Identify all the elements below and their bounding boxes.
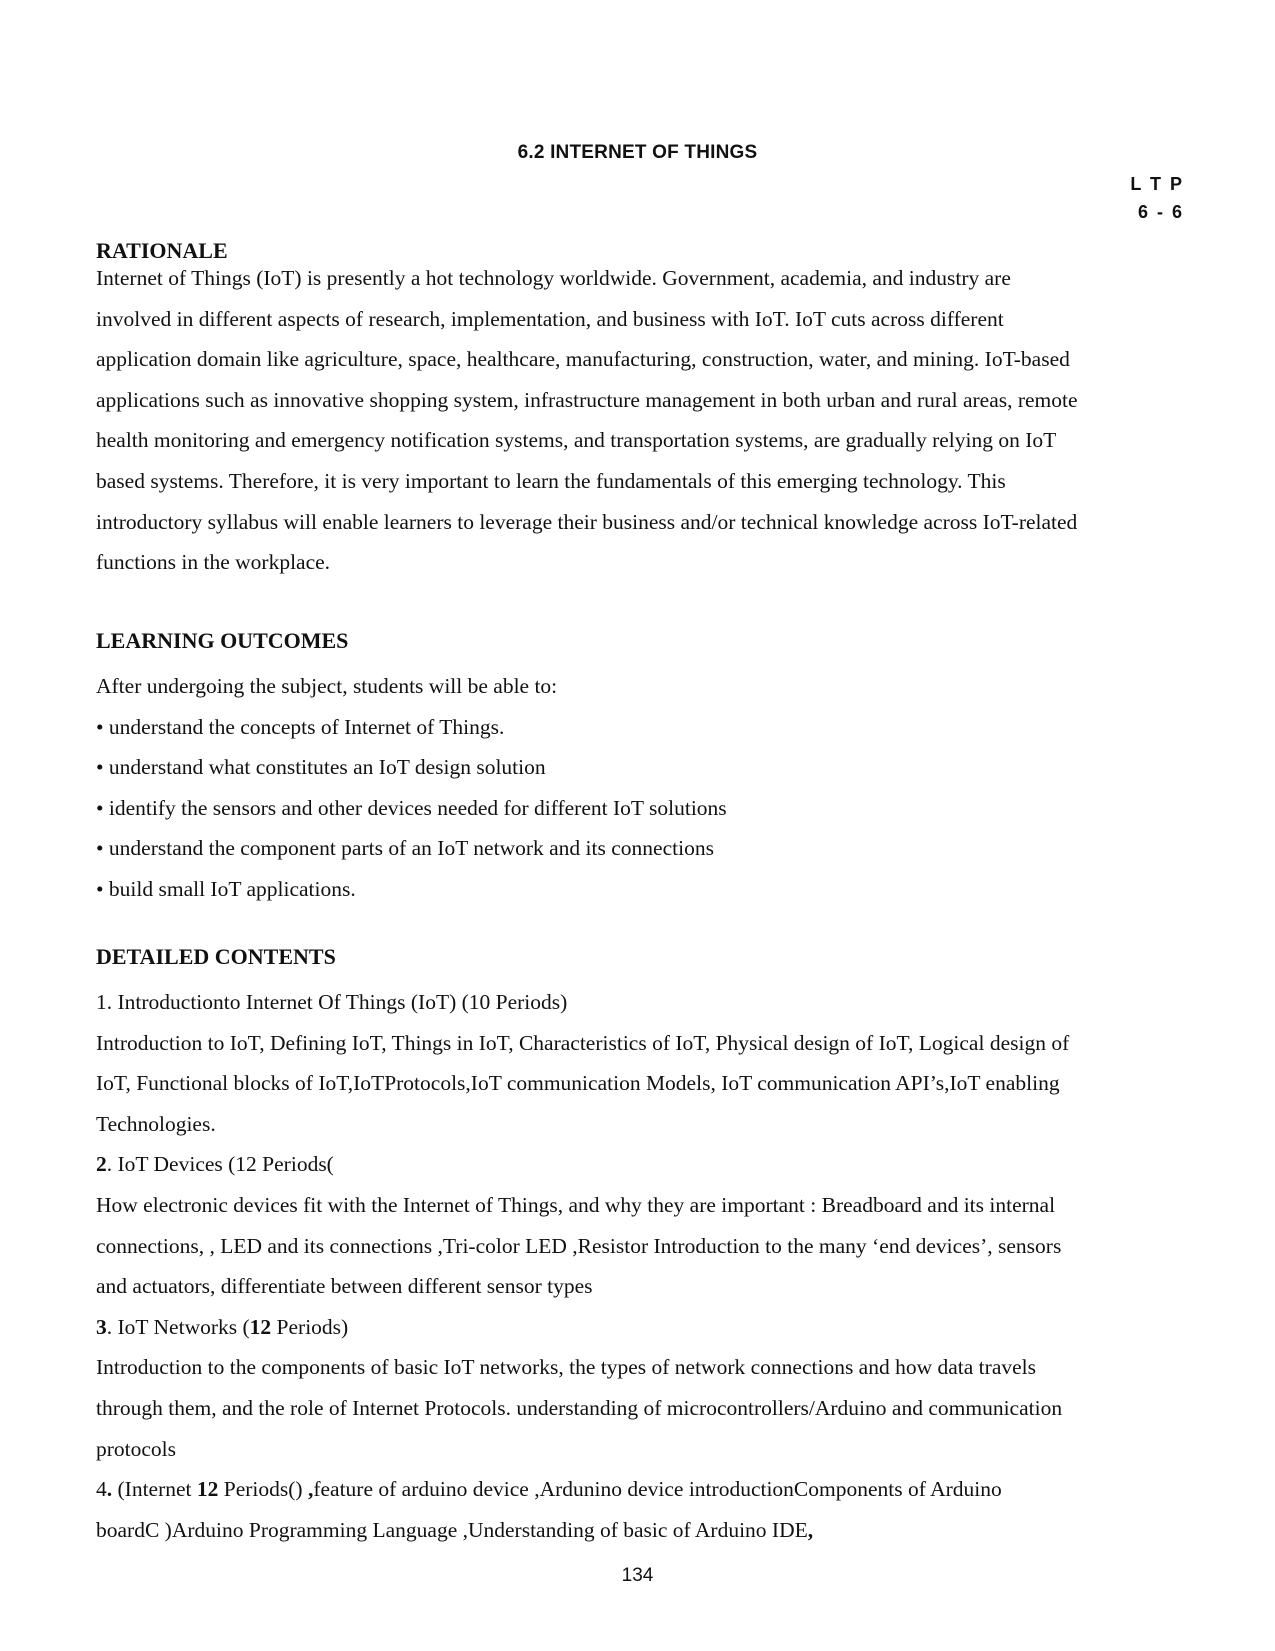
rationale-line: involved in different aspects of research, implementation, and business with IoT. IoT cuts across different [96, 306, 1004, 331]
rationale-line: introductory syllabus will enable learners to leverage their business and/or technical knowledge across IoT-related [96, 509, 1078, 534]
section-title-bold: 12 [249, 1314, 272, 1339]
section-title-text: . Introductionto Internet Of Things (IoT) (10 Periods) [106, 990, 568, 1014]
section-title-3 [96, 1307, 1196, 1348]
section-text-bold: , [807, 1517, 814, 1542]
section-text-bold: , [307, 1477, 314, 1502]
learning-outcomes-intro: After undergoing the subject, students will be able to: [96, 674, 558, 698]
section-number: 3 [96, 1314, 107, 1339]
section-line: How electronic devices fit with the Internet of Things, and why they are important : Breadboard and its internal [96, 1192, 1056, 1217]
section-line: IoT, Functional blocks of IoT,IoTProtocols,IoT communication Models, IoT communication API’s,IoT enabling [96, 1071, 1060, 1096]
list-item: • understand the component parts of an IoT network and its connections [96, 836, 714, 861]
section-title-2 [96, 1144, 1196, 1185]
list-item: • understand what constitutes an IoT design solution [96, 755, 546, 780]
ltp-header: L T P [1130, 174, 1184, 194]
section-number: 4 [96, 1477, 107, 1502]
section-line: and actuators, differentiate between different sensor types [96, 1274, 593, 1299]
rationale-line: Internet of Things (IoT) is presently a hot technology worldwide. Government, academia, and industry are [96, 266, 1011, 290]
section-text: boardC )Arduino Programming Language ,Understanding of basic of Arduino IDE [96, 1517, 808, 1542]
rationale-line: health monitoring and emergency notification systems, and transportation systems, are gradually relying on IoT [96, 428, 1057, 453]
rationale-line: functions in the workplace. [96, 550, 331, 575]
section-number-dot: . [106, 1477, 113, 1502]
learning-outcomes-heading: LEARNING OUTCOMES [96, 628, 349, 653]
document-title: 6.2 INTERNET OF THINGS [517, 142, 758, 163]
section-line: protocols [96, 1436, 177, 1461]
rationale-paragraph [96, 258, 1196, 583]
section-title-text: . IoT Networks ( [106, 1314, 250, 1339]
section-line: connections, , LED and its connections ,Tri-color LED ,Resistor Introduction to the many ‘end devices’, sensors [96, 1233, 1062, 1258]
section-line: through them, and the role of Internet Protocols. understanding of microcontrollers/Arduino and communication [96, 1395, 1063, 1420]
section-line: Technologies. [96, 1111, 216, 1136]
section-title-1 [96, 982, 1196, 1023]
section-title-4 [96, 1469, 1196, 1510]
section-text-bold: 12 [196, 1477, 219, 1502]
rationale-line: based systems. Therefore, it is very important to learn the fundamentals of this emerging technology. This [96, 468, 1006, 493]
list-item: • build small IoT applications. [96, 876, 356, 901]
detailed-contents-body [96, 982, 1196, 1550]
rationale-heading: RATIONALE [96, 238, 228, 263]
section-text: feature of arduino device ,Ardunino device introductionComponents of Arduino [313, 1477, 1002, 1502]
section-title-text: . IoT Devices (12 Periods( [106, 1152, 334, 1177]
section-title-text: Periods) [271, 1314, 349, 1339]
ltp-values: 6 - 6 [1137, 202, 1184, 222]
rationale-line: applications such as innovative shopping system, infrastructure management in both urban and rural areas, remote [96, 387, 1078, 412]
section-text: Periods() [218, 1477, 308, 1502]
section-line [96, 1510, 1196, 1551]
section-line: Introduction to the components of basic IoT networks, the types of network connections and how data travels [96, 1355, 1036, 1380]
section-number: 2 [96, 1152, 107, 1177]
rationale-line: application domain like agriculture, space, healthcare, manufacturing, construction, water, and mining. IoT-based [96, 347, 1070, 372]
list-item: • understand the concepts of Internet of Things. [96, 714, 505, 739]
ltp-block [1130, 170, 1184, 226]
section-line: Introduction to IoT, Defining IoT, Things in IoT, Characteristics of IoT, Physical design of IoT, Logical design of [96, 1030, 1070, 1055]
page-number: 134 [621, 1565, 654, 1586]
section-number: 1 [96, 990, 107, 1014]
section-text: (Internet [112, 1477, 197, 1502]
detailed-contents-heading: DETAILED CONTENTS [96, 944, 336, 969]
list-item: • identify the sensors and other devices needed for different IoT solutions [96, 795, 727, 820]
learning-outcomes-list [96, 666, 1196, 910]
